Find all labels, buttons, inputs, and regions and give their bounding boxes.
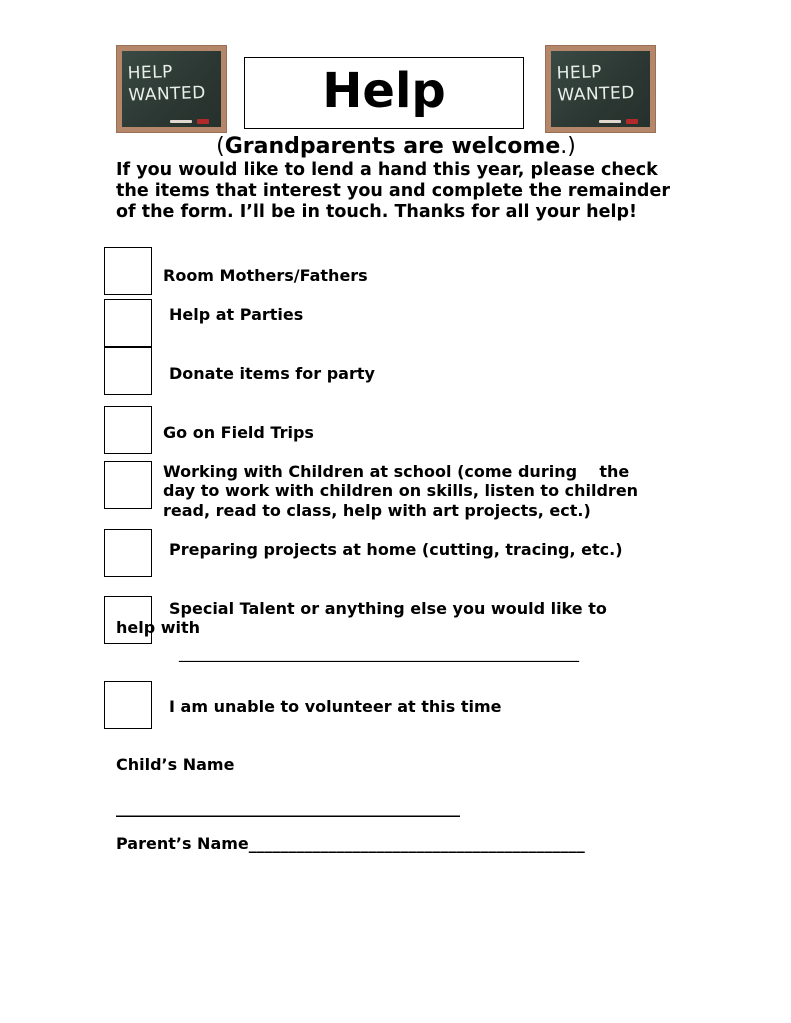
checkbox-preparing-projects[interactable] [104,529,152,577]
checkbox-field-trips[interactable] [104,406,152,454]
checkbox-unable-to-volunteer[interactable] [104,681,152,729]
page-title: Help [322,63,446,119]
subtitle-text: Grandparents are welcome [224,134,561,159]
intro-paragraph: If you would like to lend a hand this year, please check the items that interest you and complete the remainder of the form. I’ll be in touch. Thanks for all your help! [116,160,670,222]
item-label-working-line-1: Working with Children at school (come during the [163,462,630,481]
help-wanted-image-right [545,45,656,133]
title-box [244,57,524,129]
checkbox-help-at-parties[interactable] [104,299,152,347]
board-text-right: HELP WANTED [556,62,636,106]
checkbox-donate-items[interactable] [104,347,152,395]
item-label-special-talent-line-1: Special Talent or anything else you would like to [169,599,607,618]
parent-name-field [116,834,585,853]
item-label-field-trips: Go on Field Trips [163,423,314,442]
subtitle-open-paren: ( [216,134,225,159]
child-name-blank[interactable]: ___________________________________________ [116,798,460,817]
item-label-working-line-2: day to work with children on skills, listen to children [163,481,639,500]
subtitle-close-paren: .) [560,134,576,159]
parent-name-blank[interactable]: __________________________________________ [248,834,585,853]
parent-name-label: Parent’s Name [116,834,249,853]
help-wanted-image-left [116,45,227,133]
subtitle [116,134,676,160]
item-label-unable-to-volunteer: I am unable to volunteer at this time [169,697,502,716]
item-label-special-talent-line-2: help with [116,618,201,637]
item-label-help-at-parties: Help at Parties [169,305,304,324]
checkbox-working-with-children[interactable] [104,461,152,509]
item-label-preparing-projects: Preparing projects at home (cutting, tracing, etc.) [169,540,623,559]
item-label-donate-items: Donate items for party [169,364,375,383]
item-label-working-line-3: read, read to class, help with art projects, ect.) [163,501,591,520]
checkbox-room-parents[interactable] [104,247,152,295]
child-name-label: Child’s Name [116,755,235,774]
board-text-left: HELP WANTED [127,62,207,106]
special-talent-blank[interactable]: __________________________________________________ [179,643,579,662]
item-label-room-parents: Room Mothers/Fathers [163,266,368,285]
